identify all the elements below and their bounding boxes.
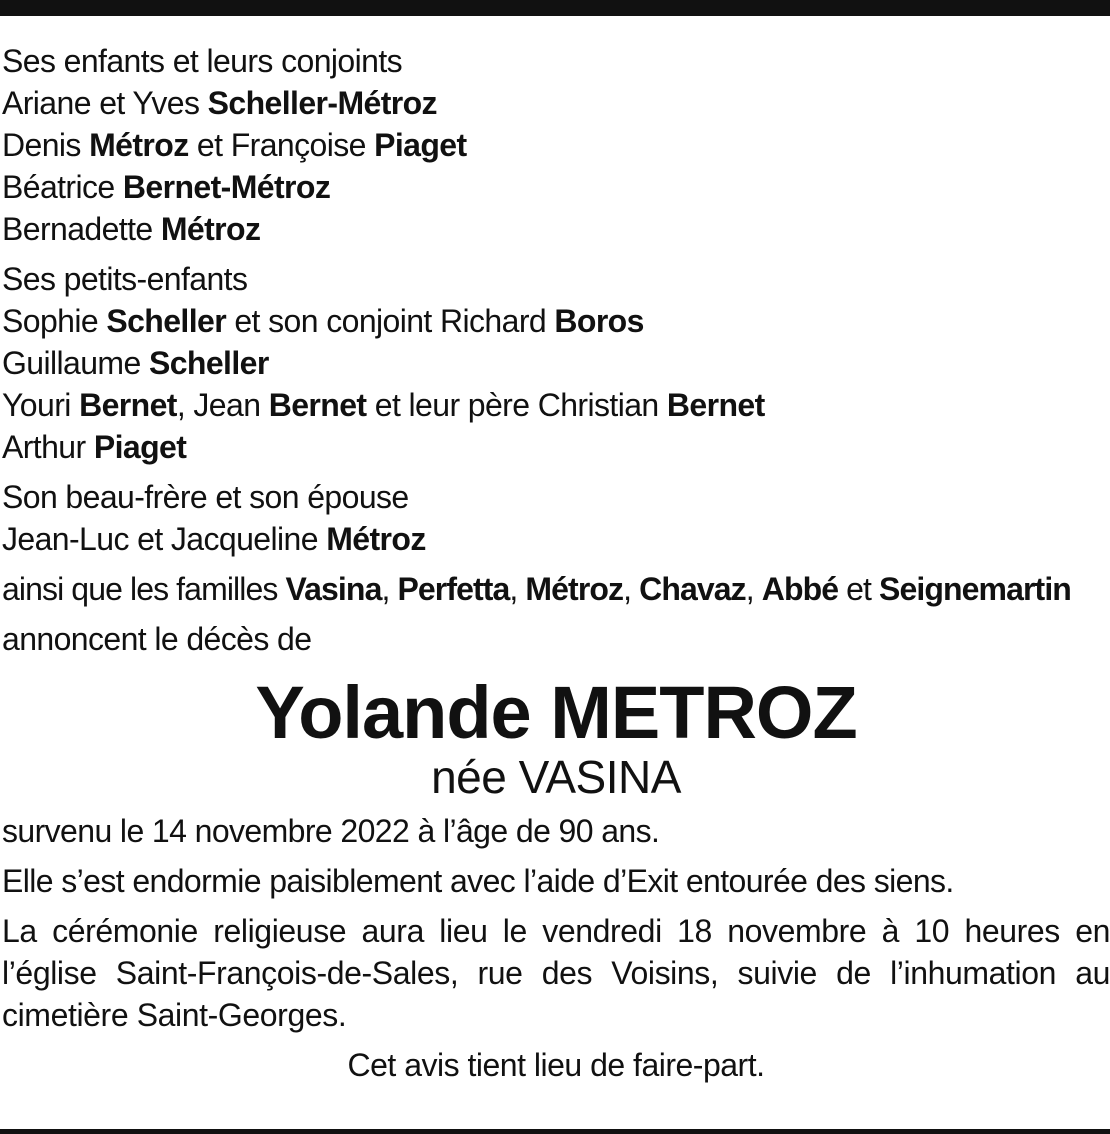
text-fragment: Sophie — [2, 303, 107, 339]
family-member-line — [2, 426, 1110, 468]
family-member-line — [2, 384, 1110, 426]
surname: Bernet — [666, 387, 765, 423]
text-fragment: , — [623, 571, 640, 607]
bottom-rule — [0, 1129, 1110, 1134]
surname: Scheller-Métroz — [207, 85, 437, 121]
surname: Métroz — [525, 571, 624, 607]
maiden-name: née VASINA — [431, 751, 681, 803]
family-member-line — [2, 300, 1110, 342]
footer-note: Cet avis tient lieu de faire-part. — [347, 1047, 765, 1083]
surname: Métroz — [326, 521, 426, 557]
surname: Bernet — [268, 387, 367, 423]
text-fragment: ainsi que les familles — [2, 571, 286, 607]
text-fragment: Denis — [2, 127, 90, 163]
inlaw-heading: Son beau-frère et son épouse — [2, 479, 409, 515]
family-member-line — [2, 124, 1110, 166]
grandchildren-list — [2, 300, 1110, 468]
family-member-line — [2, 342, 1110, 384]
text-fragment: , Jean — [176, 387, 269, 423]
deceased-name: Yolande METROZ — [255, 671, 857, 754]
families-line — [2, 568, 1110, 610]
text-fragment: Jean-Luc et Jacqueline — [2, 521, 327, 557]
inlaw-list — [2, 518, 1110, 560]
surname: Scheller — [106, 303, 227, 339]
ceremony-paragraph: La cérémonie religieuse aura lieu le vendredi 18 novembre à 10 heures en l’église Saint-François-de-Sales, rue des Voisins, suivie de l’inhumation au cimetière Saint-Georges. — [2, 913, 1110, 1033]
surname: Perfetta — [397, 571, 510, 607]
surname: Métroz — [160, 211, 261, 247]
family-member-line — [2, 518, 1110, 560]
announce-line: annoncent le décès de — [2, 621, 312, 657]
passing-note: Elle s’est endormie paisiblement avec l’aide d’Exit entourée des siens. — [2, 863, 954, 899]
text-fragment: , — [381, 571, 398, 607]
surname: Bernet — [79, 387, 177, 423]
surname: Piaget — [93, 429, 187, 465]
obituary-notice — [2, 40, 1110, 1086]
text-fragment: , — [745, 571, 762, 607]
surname: Scheller — [148, 345, 269, 381]
family-member-line — [2, 82, 1110, 124]
surname: Boros — [554, 303, 644, 339]
surname: Métroz — [89, 127, 189, 163]
text-fragment: et leur père Christian — [366, 387, 667, 423]
text-fragment: Guillaume — [2, 345, 149, 381]
children-list — [2, 82, 1110, 250]
family-member-line — [2, 208, 1110, 250]
text-fragment: et Françoise — [188, 127, 375, 163]
text-fragment: Arthur — [2, 429, 94, 465]
family-member-line — [2, 166, 1110, 208]
surname: Piaget — [374, 127, 467, 163]
surname: Vasina — [285, 571, 382, 607]
surname: Abbé — [761, 571, 839, 607]
text-fragment: et — [838, 571, 880, 607]
text-fragment: Youri — [2, 387, 80, 423]
surname: Bernet-Métroz — [122, 169, 331, 205]
text-fragment: , — [509, 571, 526, 607]
text-fragment: et son conjoint Richard — [226, 303, 555, 339]
surname: Seignemartin — [879, 571, 1071, 607]
text-fragment: Bernadette — [2, 211, 161, 247]
grandchildren-heading: Ses petits-enfants — [2, 261, 248, 297]
top-rule — [0, 0, 1110, 16]
death-info: survenu le 14 novembre 2022 à l’âge de 90 ans. — [2, 813, 660, 849]
surname: Chavaz — [639, 571, 746, 607]
children-heading: Ses enfants et leurs conjoints — [2, 43, 403, 79]
text-fragment: Ariane et Yves — [2, 85, 208, 121]
text-fragment: Béatrice — [2, 169, 123, 205]
